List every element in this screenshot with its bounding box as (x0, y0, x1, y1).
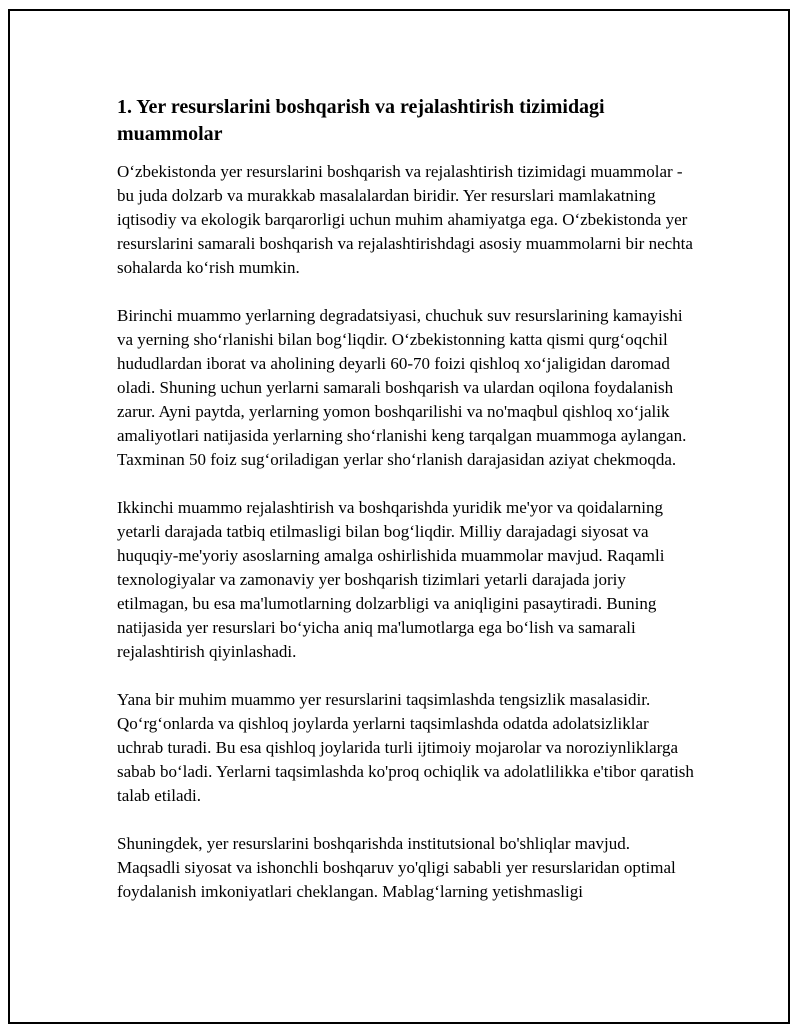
paragraph-4: Yana bir muhim muammo yer resurslarini taqsimlashda tengsizlik masalasidir. Qo‘rg‘onlarda va qishloq joylarda yerlarni taqsimlashda odatda adolatsizliklar uchrab turadi. Bu esa qishloq joylarida turli ijtimoiy mojarolar va noroziynliklarga sabab bo‘ladi. Yerlarni taqsimlashda ko'proq ochiqlik va adolatlilikka e'tibor qaratish talab etiladi. (117, 690, 694, 805)
section-heading: 1. Yer resurslarini boshqarish va rejalashtirish tizimidagi muammolar (117, 96, 605, 145)
paragraph-5: Shuningdek, yer resurslarini boshqarishda institutsional bo'shliqlar mavjud. Maqsadli siyosat va ishonchli boshqaruv yo'qligi sababli yer resurslaridan optimal foydalanish imkoniyatlari cheklangan. Mablag‘larning yetishmasligi (117, 834, 676, 901)
paragraph-3: Ikkinchi muammo rejalashtirish va boshqarishda yuridik me'yor va qoidalarning yetarli darajada tatbiq etilmasligi bilan bog‘liqdir. Milliy darajadagi siyosat va huquqiy-me'yoriy asoslarning amalga oshirlishida muammolar mavjud. Raqamli texnologiyalar va zamonaviy yer boshqarish tizimlari yetarli darajada joriy etilmagan, bu esa ma'lumotlarning dolzarbligi va aniqligini pasaytiradi. Buning natijasida yer resurslari bo‘yicha aniq ma'lumotlarga ega bo‘lish va samarali rejalashtirish qiyinlashadi. (117, 498, 665, 661)
paragraph-2: Birinchi muammo yerlarning degradatsiyasi, chuchuk suv resurslarining kamayishi va yerning sho‘rlanishi bilan bog‘liqdir. O‘zbekistonning katta qismi qurg‘oqchil hududlardan iborat va aholining deyarli 60-70 foizi qishloq xo‘jaligidan daromad oladi. Shuning uchun yerlarni samarali boshqarish va ulardan oqilona foydalanish zarur. Ayni paytda, yerlarning yomon boshqarilishi va no'maqbul qishloq xo‘jalik amaliyotlari natijasida yerlarning sho‘rlanishi keng tarqalgan muammoga aylangan. Taxminan 50 foiz sug‘oriladigan yerlar sho‘rlanish darajasidan aziyat chekmoqda. (117, 306, 687, 469)
paragraph-1: O‘zbekistonda yer resurslarini boshqarish va rejalashtirish tizimidagi muammolar - bu juda dolzarb va murakkab masalalardan biridir. Yer resurslari mamlakatning iqtisodiy va ekologik barqarorligi uchun muhim ahamiyatga ega. O‘zbekistonda yer resurslarini samarali boshqarish va rejalashtirishdagi asosiy muammolarni bir nechta sohalarda ko‘rish mumkin. (117, 162, 693, 277)
document-body (117, 94, 697, 928)
